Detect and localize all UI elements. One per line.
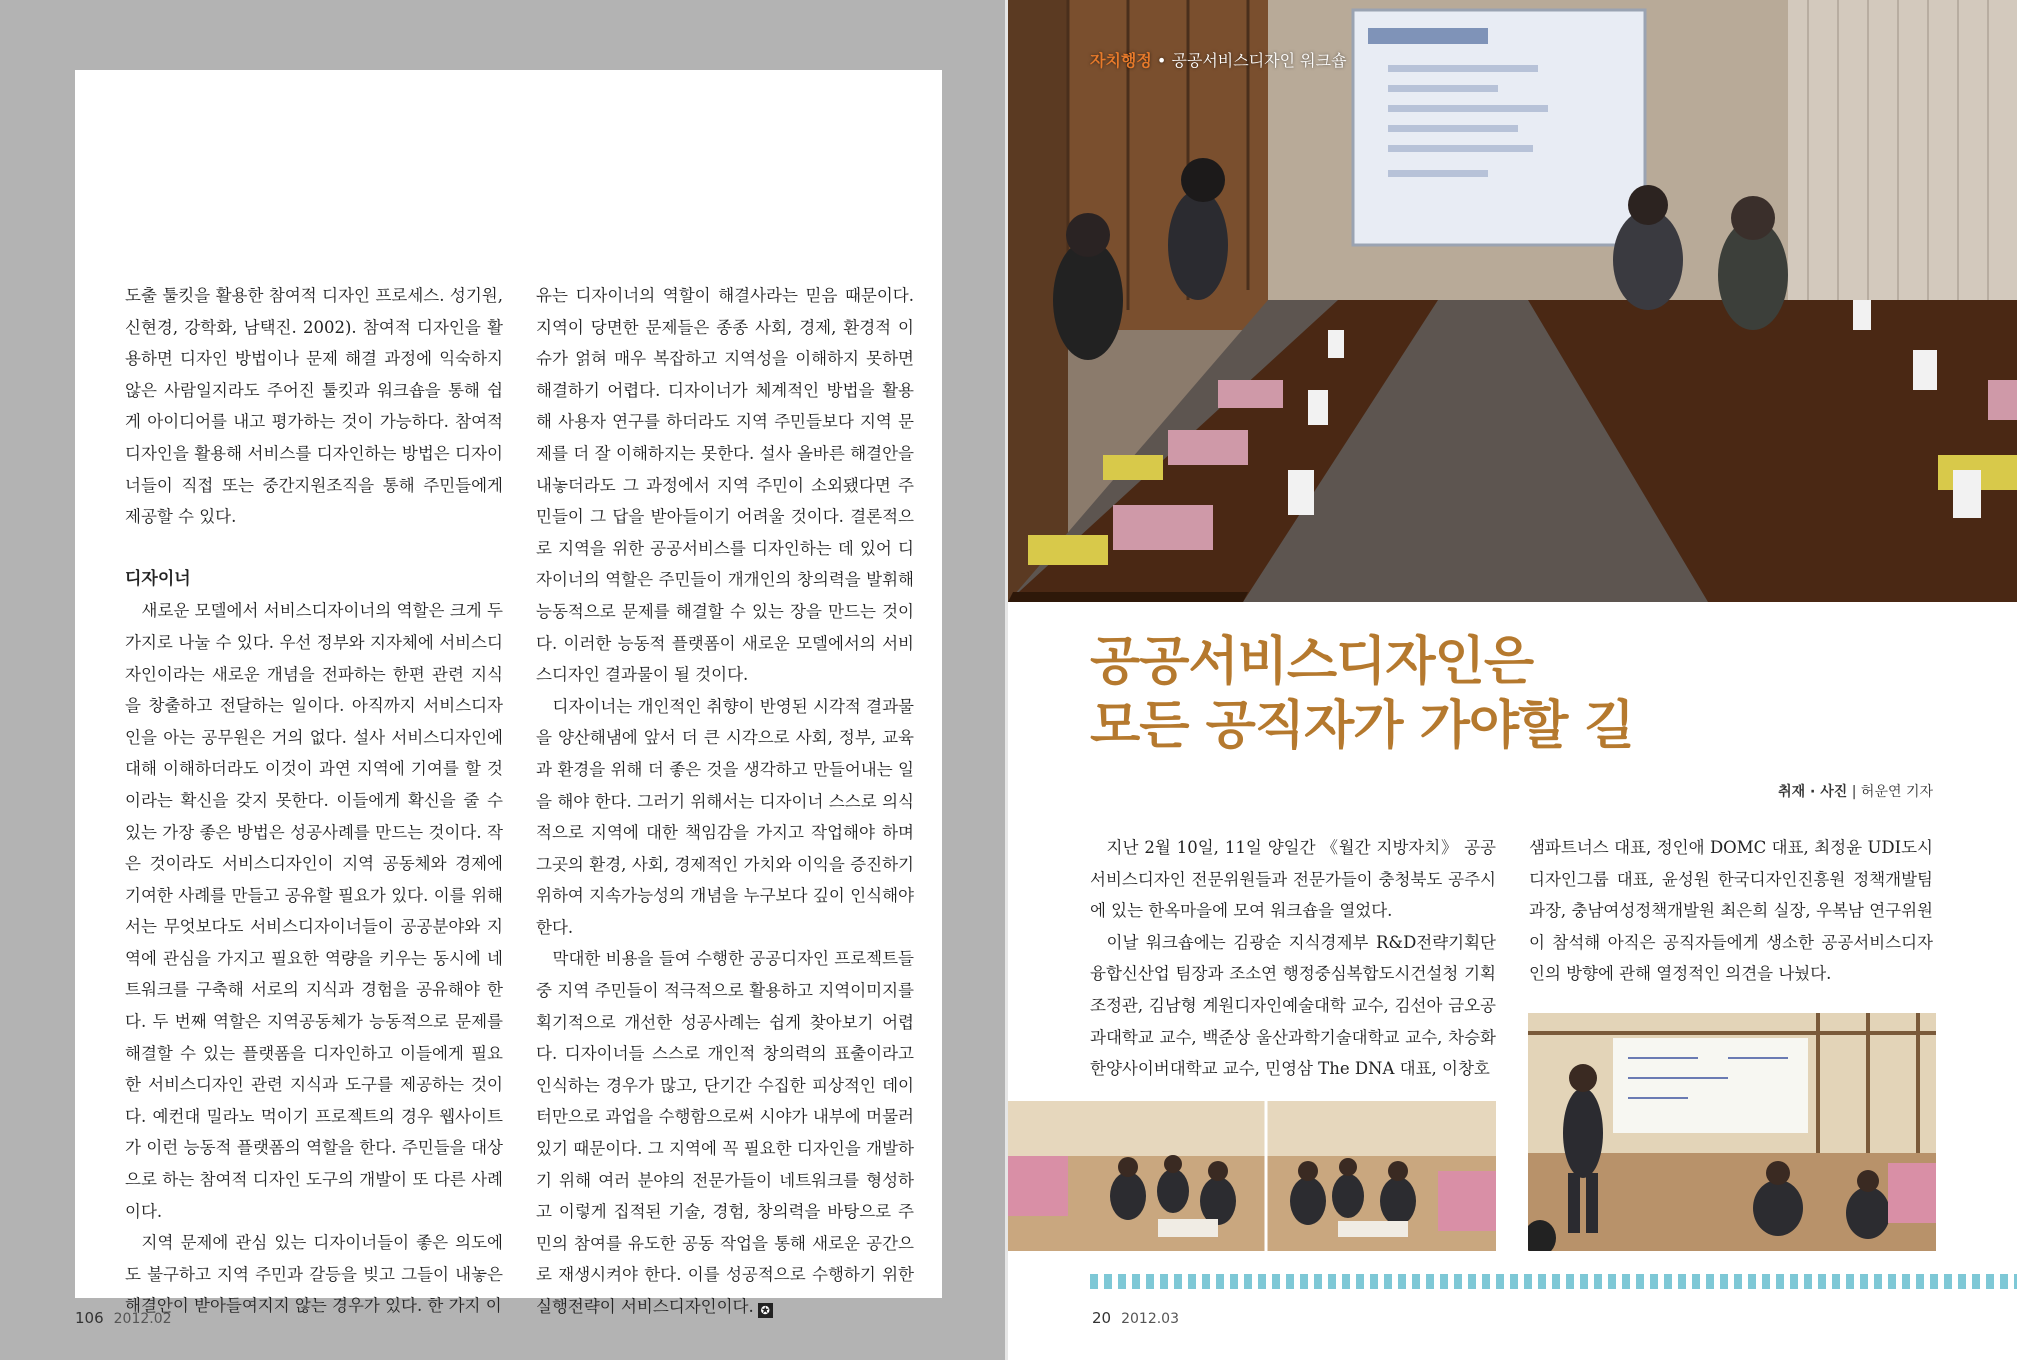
- article-end-mark-icon: ✪: [758, 1303, 773, 1318]
- byline-name: 허운연 기자: [1860, 784, 1933, 800]
- article-headline: [1090, 630, 1970, 758]
- byline-role: 취재 · 사진: [1778, 784, 1848, 800]
- section-separator: •: [1151, 51, 1172, 70]
- section-topic: 공공서비스디자인 워크숍: [1171, 51, 1347, 70]
- left-paragraph-designer-roles: 새로운 모델에서 서비스디자이너의 역할은 크게 두 가지로 나눌 수 있다. 우선 정부와 지자체에 서비스디자인이라는 새로운 개념을 전파하는 한편 관련 지식을 창출하고 전달하는 일이다. 아직까지 서비스디자인을 아는 공무원은 거의 없다. 설사 서비스디자인에 대해 이해하더라도 이것이 과연 지역에 기여를 할 것이라는 확신을 갖지 못한다. 이들에게 확신을 줄 수 있는 가장 좋은 방법은 성공사례를 만드는 것이다. 작은 것이라도 서비스디자인이 지역 공동체와 경제에 기여한 사례를 만들고 공유할 필요가 있다. 이를 위해서는 무엇보다도 서비스디자이너들이 공공분야와 지역에 관심을 가지고 필요한 역량을 키우는 동시에 네트워크를 구축해 서로의 지식과 경험을 공유해야 한다. 두 번째 역할은 지역공동체가 능동적으로 문제를 해결할 수 있는 플랫폼을 디자인하고 이들에게 필요한 서비스디자인 관련 지식과 도구를 제공하는 것이다. 예컨대 밀라노 먹이기 프로젝트의 경우 웹사이트가 이런 능동적 플랫폼의 역할을 한다. 주민들을 대상으로 하는 참여적 디자인 도구의 개발이 또 다른 사례이다.: [125, 601, 503, 1221]
- headline-line-2: 모든 공직자가 가야할 길: [1090, 696, 1634, 756]
- left-issue-date: 2012.02: [113, 1311, 172, 1327]
- meeting-room-photo: [1008, 0, 2017, 602]
- right-column-1: [1090, 832, 1496, 1085]
- designer-heading: 디자이너: [125, 568, 191, 589]
- flipchart-presentation-photo: [1528, 1013, 1936, 1251]
- left-paragraph-responsibility: 디자이너는 개인적인 취향이 반영된 시각적 결과물을 양산해냄에 앞서 더 큰 시각으로 사회, 정부, 교육과 환경을 위해 더 좋은 것을 생각하고 만들어내는 일을 해야 한다. 그러기 위해서는 디자이너 스스로 의식적으로 지역에 대한 책임감을 가지고 작업해야 하며 그곳의 환경, 사회, 경제적인 가치와 이익을 증진하기 위하여 지속가능성의 개념을 누구보다 깊이 인식해야 한다.: [536, 696, 914, 937]
- right-page-number: 20: [1092, 1309, 1112, 1327]
- right-issue-date: 2012.03: [1121, 1311, 1179, 1327]
- left-column-1: [125, 280, 503, 1322]
- right-column-2: [1529, 832, 1933, 990]
- right-paragraph-participants: 이날 워크숍에는 김광순 지식경제부 R&D전략기획단 융합신산업 팀장과 조소연 행정중심복합도시건설청 기획조정관, 김남형 계원디자인예술대학 교수, 김선아 금오공과대학교 교수, 백준상 울산과학기술대학교 교수, 차승화 한양사이버대학교 교수, 민영삼 The DNA 대표, 이창호: [1090, 932, 1496, 1079]
- byline: [1778, 781, 1933, 801]
- floor-workshop-photo: [1008, 1101, 1496, 1251]
- left-paragraph-designer-conflict: 지역 문제에 관심 있는 디자이너들이 좋은 의도에도 불구하고 지역 주민과 갈등을 빚고 그들이 내놓은 해결안이 받아들여지지 않는 경우가 있다. 한 가지 이: [125, 1233, 503, 1316]
- byline-separator: |: [1847, 784, 1861, 800]
- left-paragraph-solver-belief: 유는 디자이너의 역할이 해결사라는 믿음 때문이다. 지역이 당면한 문제들은 종종 사회, 경제, 환경적 이슈가 얽혀 매우 복잡하고 지역성을 이해하지 못하면 해결하기 어렵다. 디자이너가 체계적인 방법을 활용해 사용자 연구를 하더라도 지역 주민들보다 지역 문제를 더 잘 이해하지는 못한다. 설사 올바른 해결안을 내놓더라도 그 과정에서 지역 주민이 소외됐다면 주민들이 그 답을 받아들이기 어려울 것이다. 결론적으로 지역을 위한 공공서비스를 디자인하는 데 있어 디자이너의 역할은 주민들이 개개인의 창의력을 발휘해 능동적으로 문제를 해결할 수 있는 장을 만드는 것이다. 이러한 능동적 플랫폼이 새로운 모델에서의 서비스디자인 결과물이 될 것이다.: [536, 286, 914, 685]
- decorative-stripe-bar: [1090, 1274, 2017, 1289]
- right-paragraph-participants-cont: 샘파트너스 대표, 정인애 DOMC 대표, 최정윤 UDI도시디자인그룹 대표, 윤성원 한국디자인진흥원 정책개발팀 과장, 충남여성정책개발원 최은희 실장, 우복남 연구위원이 참석해 아직은 공직자들에게 생소한 공공서비스디자인의 방향에 관해 열정적인 의견을 나눴다.: [1529, 838, 1933, 984]
- left-paragraph-strategy: 막대한 비용을 들여 수행한 공공디자인 프로젝트들 중 지역 주민들이 적극적으로 활용하고 지역이미지를 획기적으로 개선한 성공사례는 쉽게 찾아보기 어렵다. 디자이너들 스스로 개인적 창의력의 표출이라고 인식하는 경우가 많고, 단기간 수집한 피상적인 데이터만으로 과업을 수행함으로써 시야가 내부에 머물러 있기 때문이다. 그 지역에 꼭 필요한 디자인을 개발하기 위해 여러 분야의 전문가들이 네트워크를 형성하고 이렇게 집적된 기술, 경험, 창의력을 바탕으로 주민의 참여를 유도한 공동 작업을 통해 새로운 공간으로 재생시켜야 한다. 이를 성공적으로 수행하기 위한 실행전략이 서비스디자인이다.: [536, 949, 914, 1316]
- left-intro-paragraph: 도출 툴킷을 활용한 참여적 디자인 프로세스. 성기원, 신현경, 강학화, 남택진. 2002). 참여적 디자인을 활용하면 디자인 방법이나 문제 해결 과정에 익숙하지 않은 사람일지라도 주어진 툴킷과 워크숍을 통해 쉽게 아이디어를 내고 평가하는 것이 가능하다. 참여적 디자인을 활용해 서비스를 디자인하는 방법은 디자이너들이 직접 또는 중간지원조직을 통해 주민들에게 제공할 수 있다.: [125, 286, 503, 527]
- left-column-2: [536, 280, 914, 1323]
- left-folio: [75, 1309, 172, 1327]
- section-category: 자치행정: [1090, 51, 1152, 70]
- section-label: [1090, 48, 1347, 71]
- right-paragraph-workshop-intro: 지난 2월 10일, 11일 양일간 《월간 지방자치》 공공서비스디자인 전문위원들과 전문가들이 충청북도 공주시에 있는 한옥마을에 모여 워크숍을 열었다.: [1090, 838, 1496, 921]
- left-page-number: 106: [75, 1309, 104, 1327]
- headline-line-1: 공공서비스디자인은: [1090, 632, 1534, 692]
- right-folio: [1092, 1309, 1179, 1327]
